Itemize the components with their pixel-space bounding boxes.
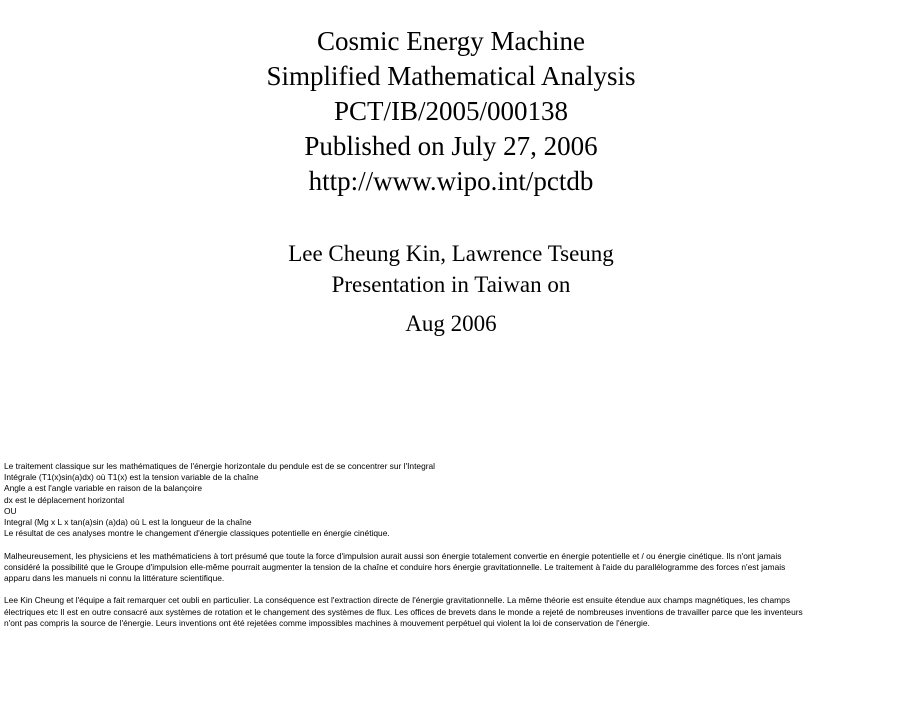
text-line: Angle a est l'angle variable en raison de la balançoire: [4, 483, 203, 494]
text-line: n'ont pas compris la source de l'énergie. Leurs inventions ont été rejetées comme impossibles machines à mouvement perpétuel qui violent la loi de conservation de l'énergie.: [4, 617, 650, 628]
text-line: dx est le déplacement horizontal: [4, 494, 125, 505]
text-line: apparu dans les manuels ni connu la littérature scientifique.: [4, 573, 225, 584]
reference-url: http://www.wipo.int/pctdb: [308, 166, 594, 196]
text-line: Le résultat de ces analyses montre le changement d'énergie classiques potentielle en énergie cinétique.: [4, 528, 390, 539]
paragraph-misconception: [4, 551, 896, 585]
text-line: Lee Kin Cheung et l'équipe a fait remarquer cet oubli en particulier. La conséquence est l'extraction directe de l'énergie gravitationnelle. La même théorie est ensuite étendue aux champs magnétiques, les champs: [4, 595, 791, 606]
text-line: considéré la possibilité que le Groupe d'impulsion elle-même pourrait augmenter la tension de la chaîne et conduire hors énergie gravitationnelle. Le traitement à l'aide du parallélogramme des forces n'est jamais: [4, 561, 786, 572]
document-title: Cosmic Energy Machine: [317, 26, 585, 56]
document-subtitle: Simplified Mathematical Analysis: [266, 61, 636, 91]
presentation-line: Presentation in Taiwan on: [331, 272, 571, 297]
body-text: [4, 461, 896, 640]
title-block: [0, 24, 902, 199]
publication-date: Published on July 27, 2006: [304, 131, 598, 161]
text-line: Integral (Mg x L x tan(a)sin (a)da) où L est la longueur de la chaîne: [4, 517, 252, 528]
paragraph-team-findings: [4, 595, 896, 629]
text-line: Malheureusement, les physiciens et les mathématiciens à tort présumé que toute la force d'impulsion aurait aussi son énergie totalement convertie en énergie potentielle et / ou énergie cinétique. Ils n'ont jamais: [4, 550, 782, 561]
paragraph-classical-treatment: [4, 461, 896, 539]
text-line: Intégrale (T1(x)sin(a)dx) où T1(x) est la tension variable de la chaîne: [4, 472, 259, 483]
patent-number: PCT/IB/2005/000138: [333, 96, 569, 126]
author-block: [0, 238, 902, 339]
author-names: Lee Cheung Kin, Lawrence Tseung: [288, 241, 614, 266]
text-line: OU: [4, 505, 17, 516]
text-line: Le traitement classique sur les mathématiques de l'énergie horizontale du pendule est de se concentrer sur l'Integral: [4, 461, 436, 471]
presentation-date: Aug 2006: [405, 311, 497, 336]
text-line: électriques etc Il est en outre consacré aux systèmes de rotation et le changement des systèmes de flux. Les offices de brevets dans le monde a rejeté de nombreuses inventions de travailler parce que les inventeurs: [4, 606, 803, 617]
